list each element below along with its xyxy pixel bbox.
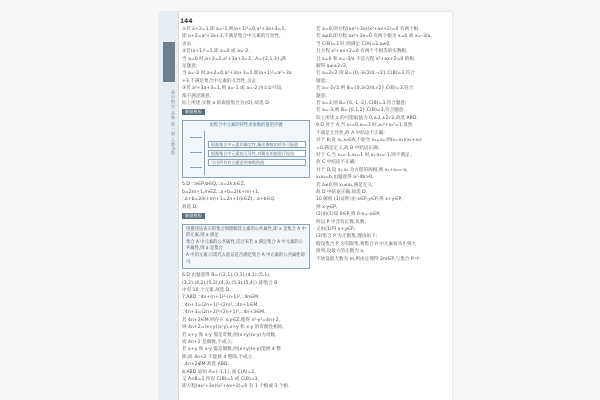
text-line: 若 a=2√2,则 B={0,-3√2/4,-√2},C(B)=3,符合 [316,71,415,77]
text-line: 则 4n+2=(x+y)(x-y),x+y 和 x-y 的奇偶性相同, [182,325,284,331]
text-line: +3,不满足集合中元素的互异性,舍去. [182,78,258,84]
text-line: 且 x=0 和 x=-3/a 不是方程 x²+ax+2=0 的根, [316,56,416,62]
text-line: 且方程 x²+ax+2=0 有两个不相等的实数根, [316,49,408,55]
text-line: 舍去. [182,41,193,47]
text-line: 不满足互异性,故 A 中结论不正确; [316,130,385,136]
text-line: =0,满足定义,故 B 中结论正确; [316,145,380,151]
text-line: 若 4n+2∈M,则存在 x,y∈Z,使得 x²-y²=4n+2, [182,317,281,323]
text-line: 6.D 由题意得 B={(2,1),(3,1),(4,1),(5,1), [182,273,271,279]
text-line: 题意; [316,93,327,99]
text-line: 综上所述,实数 a 的取值集合为{0},故选 D. [182,101,271,107]
text-line: 解得 a≠±2√2, [316,64,348,70]
hint-line: A 中的元素,只需代入验证是否满足集合 A 中元素的公共属性即可. [186,253,305,265]
text-line: 若 a=-2√2,则 B={0,3√2/4,√2},C(B)=3,符合 [316,86,414,92]
text-line: 即方程(ax²+3x)(x²+ax+2)=0 有 1 个根或 3 个根. [182,384,290,390]
text-line: ②若(a+1)²=1,即 a=0 或 a=-2. [182,49,250,55]
method-step: 写出所有符合题意的参数的值 [208,159,306,166]
text-line: 若 a≠0,则 x₁≠x₂,满足定义, [316,182,374,188]
text-line: 所以 P 中含有正数,负数, [316,219,366,225]
method-step: 根据集合中元素的确定性,解出参数的所有可能值 [208,141,306,148]
text-line: 故 C 中结论不正确; [316,160,356,166]
text-line: 都不满足题意. [182,93,212,99]
method-step: 根据集合中元素的互异性,对解出的值进行检验 [208,150,306,157]
text-line: 若 a=0,则方程(ax²+3x)(x²+ax+2)=0 有两个根, [316,27,420,32]
page-spine [160,12,179,400]
textbook-page [160,12,452,400]
text-line: 假设集合 P 为有限集,将集合 P 中元素按从小到大 [316,241,417,247]
text-line: 故选 D. [182,204,198,210]
text-line: 若 a≠0,即方程 ax²+3x=0 有两个根为 x=0 或 x=-3/a, [316,34,432,40]
text-line: 若 x+y 和 x-y 都是奇数,则(x+y)(x-y)为奇数, [182,332,277,338]
text-line: 当 a=-2 时,a+2=0,a²+3a+3=1,即(a+1)²=a²+3a [182,71,292,77]
text-line: ③若 a²+3a+3=1,则 a=-1 或 a=-2,由①②可知, [182,86,283,92]
text-line: 对于 D,设 x₁,x₂ 为方程的两根,则 x₁+x₂=-a, [316,167,408,173]
text-line: 若 x+y 和 x-y 都是偶数,则(x+y)(x-y)能被 4 整 [182,347,281,353]
text-line: 对于 C,当 x₁=-1,x₂=1 时,x₁·x₂=-1,则不满足, [316,152,411,158]
page-number: 144 [180,18,193,25]
text-line: 即 a+2=a²+3a+3,不满足集合中元素的互异性, [182,34,281,40]
text-line: 中有 10 个元素.故选 D. [182,288,231,294]
text-line: 又由(1)得 x+y∈P, [316,226,356,232]
text-line: ①若 a+2=1,即 a=-1,则(a+1)²=0,a²+3a+3=1, [182,27,286,32]
text-line: 对于 B,设 x₁,x₂∈A,不妨令 x₁=x₂,则(x₁-x₂)(x₁+x₂) [316,138,422,144]
solution-q4 [182,26,310,107]
text-line: (3,2),(4,2),(5,2),(4,3),(5,3),(5,4)},即集合 B [182,280,278,286]
text-line: 8.ABD 易知 A={-1,1},而 C(A)=2, [182,369,256,375]
text-line: ∴a+b=2(k+m)+1=2n+1(k∈Z),∴a+b∈Q. [182,197,276,203]
method-box [182,120,310,178]
hint-line: 用描述法表示的集合须理解其元素的公共属性,即 a 是集合 A 中的元素,则 a 满足 [186,226,306,239]
flow-bracket [186,131,205,175]
text-line: 则 x-y∈P, [316,204,338,210]
spine-subject: 高中数学 必修 第一册 人教A版 [171,90,176,156]
text-line: b=2m+1,m∈Z,∴a+b=2(k+m)+1, [182,189,260,195]
solution-q5 [182,181,310,211]
text-line: 故 D 中结论正确.故选 D. [316,189,368,195]
right-column [316,26,448,263]
text-line: ∵4n+3=(2n+2)²-(2n+1)²,∴4n+3∈M. [182,310,266,316]
hint-line: 集合 A 中元素的公共属性,反过来若 a 满足集合 A 中元素的公共属性,则 a 是集合 [186,239,303,252]
solution-q6 [182,272,310,294]
method-box-title: 由集合中元素的特性求参数的值的步骤 [209,123,283,129]
text-line: 而 4n+2 是偶数,不成立; [182,339,233,345]
text-line: 9.D 对于 A,当 x₁=0,x₂=1 时,x₁²+x₂²=1,显然 [316,123,413,129]
text-line: x₁x₂=b,由题意得 a²-4b>0, [316,175,374,181]
hint-box [182,224,310,270]
text-line: 题意; [316,78,327,84]
spine-band [163,42,175,82]
text-line: 5.D ∵a∈P,b∈Q,∴a=2k,k∈Z, [182,182,246,188]
text-line: 若 a=-3,则 B={0,1,2},C(B)=3,符合题意. [316,108,405,114]
text-line: 排列,设最大的正数为 a, [316,249,365,255]
method-tag: 解题模板 [182,213,205,219]
text-line: 当 a=0 时,a+2=2,a²+3a+3=3,∴A={2,1,3},满 [182,56,286,62]
text-line: ∵4n+1=(2n+1)²-(2n)²,∴4n+1∈M. [182,302,259,308]
method-tag: 解题模板 [182,109,205,115]
text-line: 10.解析 (1)证明:由 x∈P,y∈P,得 x+y∈P, [316,197,403,203]
method-flow [186,131,306,175]
text-line: 综上所述,a 的可能取值为 0,±3,±2√2,故选 ABD. [316,115,418,121]
text-line: (3)集合 P 为无限集,理由如下: [316,234,378,240]
text-line: 又 A∩B=1,所以 C(B)=1 或 C(B)=3, [182,376,259,382]
text-line: 不妨设最大数为 m,则由定理得 2m∈P,与集合 P 中 [316,256,420,262]
text-line: 足题意; [182,64,198,70]
text-line: 除,而 4n+2 不能被 4 整除,不成立. [182,354,254,360]
text-line: (2)由(1)知 0∈P,则 0-x=-x∈P, [316,212,381,218]
text-line: 当 C(B)=3 时,则满足 C(A)=2,a≠0, [316,41,391,47]
text-line: 若 a=3,则 B={0,-1,-2},C(B)=3,符合题意; [316,101,407,107]
left-column [182,26,310,391]
text-line: ∴4n+2∉M.故选 ABD. [182,362,229,368]
text-line: 7.ABD ∵4n+(n+1)²-(n-1)²,∴4n∈M. [182,295,260,301]
solution-q7-q8 [182,294,310,390]
